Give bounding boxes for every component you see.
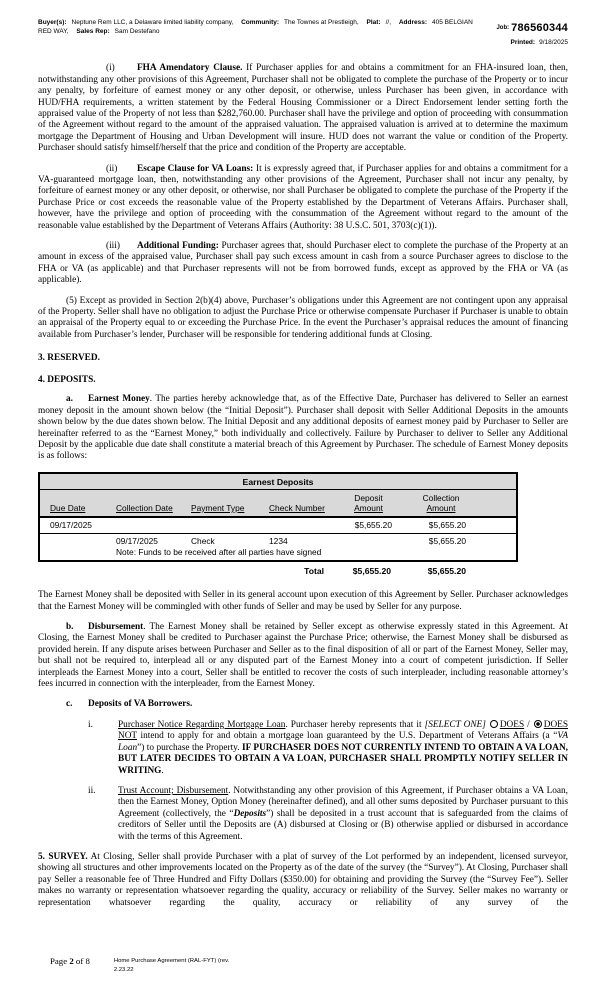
table-title: Earnest Deposits: [39, 473, 517, 490]
cell-deposit-amount: [331, 533, 406, 547]
paragraph-disbursement: [38, 622, 568, 690]
total-label: Total: [304, 566, 324, 577]
va-loan-term: VA Loan: [118, 731, 568, 753]
sales-rep-value: Sam Destefano: [114, 28, 160, 36]
list-item-label: ii.: [88, 785, 96, 796]
list-item-text: ”) to purchase the Property.: [137, 742, 242, 753]
paragraph-escape-clause-va: [38, 164, 568, 232]
plat-label: Plat:: [366, 19, 381, 26]
list-item-trust-account: [88, 785, 568, 843]
earnest-deposits-table: [38, 472, 518, 563]
community-label: Community:: [241, 19, 280, 26]
paragraph-va-borrowers-heading: [38, 699, 568, 710]
option-does-not-label: DOES NOT: [118, 719, 569, 742]
clause-label: (ii): [106, 163, 118, 174]
paragraph-body: (5) Except as provided in Section 2(b)(4) above, Purchaser’s obligations under this Agreement are not contingent upon any appraisal of the Property. Seller shall have no obligation to adjust the Purchase Price or otherwise compensate Purchaser if Purchaser is unable to obtain an appraisal of the Property equal to or exceeding the Purchase Price. In the event the Purchaser’s appraisal reduces the amount of financing available from Purchaser’s lender, Purchaser will be responsible for tendering additional funds at Closing.: [38, 295, 568, 340]
table-title-row: [39, 473, 517, 490]
deposits-term: Deposits: [233, 808, 267, 819]
clause-body: It is expressly agreed that, if Purchaser applies for and obtains a commitment for a VA-guaranteed mortgage loan, then, notwithstanding any other provisions of the Agreement, Purchaser shall not incur any penalty, by forfeiture of earnest money or any other deposit, or otherwise, nor shall Purchaser be obligated to complete the purchase of the Property if the Purchase Price or cost exceeds the reasonable value of the Property established by the Department of Veterans Affairs. Purchaser shall, however, have the privilege and option of proceeding with the consummation of the Agreement without regard to the amount of the reasonable value established by the Department of Veterans Affairs (Authority: 38 U.S.C. 501, 3703(c)(1)).: [38, 163, 568, 231]
list-item-text: . Notwithstanding any other provision of this Agreement, if Purchaser obtains a VA Loan, then the Earnest Money, Option Money (hereinafter defined), and all other sums deposited by Purchaser pursuant to this Agreement (collectively, the “: [118, 785, 568, 819]
paragraph-fha-amendatory-clause: [38, 63, 568, 154]
buyers-label: Buyer(s):: [38, 19, 67, 26]
section-3-reserved-heading: 3. RESERVED.: [38, 353, 100, 364]
page-number: Page 2 of 8: [50, 956, 90, 967]
table-header-row: [39, 489, 517, 517]
cell-check-number: [259, 517, 331, 534]
clause-body: Purchaser agrees that, should Purchaser elect to complete the purchase of the Property at an amount in excess of the appraised value, Purchaser shall pay such excess amount in cash from a source Purchaser agrees to disclose to the FHA or VA (as applicable) and that Purchaser represents will not be from borrowed funds, except as approved by the FHA or VA (as applicable).: [38, 241, 568, 286]
list-item-text: intend to apply for and obtain a mortgage loan guaranteed by the U.S. Department of Veterans Affairs (a “: [136, 731, 558, 742]
buyers-value: Neptune Rem LLC, a Delaware limited liability company,: [71, 19, 234, 26]
clause-title: Escape Clause for VA Loans:: [137, 163, 254, 174]
column-header-due-date: Due Date: [39, 489, 106, 517]
item-title: Disbursement: [88, 622, 144, 633]
item-body: . The Earnest Money shall be retained by Seller except as otherwise expressly stated in this Agreement. At Closing, the Earnest Money shall be credited to Purchaser against the Purchase Price; otherwise, the Earnest Money shall be disbursed as provided herein. If any dispute arises between Purchaser and Seller as to the final disposition of all or part of the Earnest Money, Seller may, but shall not be required to, interplead all or any disputed part of the Earnest Money into a court of competent jurisdiction. If Seller interpleads the Earnest Money into a court, Seller shall be entitled to recover the costs of such interpleader, including reasonable attorney’s fees incurred in connection with the interpleader, from the Earnest Money.: [38, 622, 568, 690]
sales-rep-label: Sales Rep:: [76, 28, 110, 36]
cell-due-date: [39, 533, 106, 547]
section-5-survey-heading: 5. SURVEY.: [38, 851, 88, 862]
item-title: Earnest Money: [88, 394, 150, 405]
item-body: . The parties hereby acknowledge that, as of the Effective Date, Purchaser has delivered to Seller an earnest money deposit in the amount shown below (the “Initial Deposit”). Purchaser shall deposit with Seller Additional Deposits in the amounts shown below by the due dates shown below. The Initial Deposit and any additional deposits of earnest money paid by Purchaser to Seller are hereinafter referred to as the “Earnest Money,” both individually and collectively. Failure by Purchaser to deliver to Seller any Additional Deposit by the applicable due date shall constitute a material breach of this Agreement by Purchaser. The schedule of Earnest Money deposits is as follows:: [38, 394, 568, 462]
clause-title: Additional Funding:: [137, 241, 219, 252]
total-collection-amount: $5,655.20: [427, 566, 466, 577]
cell-collection-date: [106, 517, 181, 534]
item-label: c.: [66, 699, 73, 710]
cell-payment-type: Check: [191, 536, 215, 547]
list-item-label: i.: [88, 719, 93, 730]
document-header: [38, 18, 568, 47]
cell-deposit-amount: $5,655.20: [331, 517, 406, 534]
paragraph-additional-funding: [38, 241, 568, 287]
va-loan-notice-bold: IF PURCHASER DOES NOT CURRENTLY INTEND TO OBTAIN A VA LOAN, BUT LATER DECIDES TO OBTAIN A VA LOAN, PURCHASER SHALL PROMPTLY NOTIFY SELLER IN WRITING: [118, 742, 568, 776]
printed-date: 9/18/2025: [539, 38, 568, 46]
section-4-deposits-heading: 4. DEPOSITS.: [38, 375, 96, 386]
header-job-block: [477, 18, 568, 47]
list-item-text: /: [524, 719, 533, 730]
cell-collection-date: 09/17/2025: [116, 536, 158, 547]
column-header-payment-type: Payment Type: [181, 489, 259, 517]
printed-label: Printed:: [510, 38, 536, 46]
clause-title: FHA Amendatory Clause.: [137, 63, 243, 74]
item-label: b.: [66, 622, 74, 633]
table-row: [39, 533, 517, 547]
paragraph-survey: [38, 852, 568, 909]
page-footer: [50, 956, 229, 974]
list-item-text: .: [161, 765, 164, 776]
cell-collection-amount: $5,655.20: [406, 517, 517, 534]
job-label: Job:: [496, 25, 510, 31]
paragraph-earnest-money-deposit: [38, 590, 568, 613]
table-note: Note: Funds to be received after all parties have signed: [116, 547, 322, 558]
total-deposit-amount: $5,655.20: [352, 566, 391, 577]
header-parties-info: [38, 18, 477, 37]
community-value: The Townes at Prestleigh,: [284, 19, 359, 26]
paragraph-body: The Earnest Money shall be deposited with Seller in its general account upon execution of this Agreement by Seller. Purchaser acknowledges that the Earnest Money will be commingled with other funds of Seller and may be used by Seller for any purpose.: [38, 590, 568, 612]
clause-label: (iii): [106, 241, 120, 252]
column-header-collection-amount: Collection Amount: [406, 489, 517, 517]
option-does-label: DOES: [499, 719, 525, 730]
list-item-title: Trust Account; Disbursement: [118, 785, 229, 796]
radio-does-not-selected-icon[interactable]: [534, 720, 542, 728]
column-header-check-number: Check Number: [259, 489, 331, 517]
list-item-text: ”) shall be deposited in a trust account that is safeguarded from the claims of creditors of Seller until the Deposits are (A) disbursed at Closing or (B) otherwise applied or disbursed in accordance with the terms of this Agreement.: [118, 808, 568, 842]
clause-label: (i): [106, 63, 115, 74]
list-item-purchaser-notice: [88, 719, 569, 777]
paragraph-earnest-money: [38, 394, 568, 462]
section-body: At Closing, Seller shall provide Purchaser with a plat of survey of the Lot performed by an independent, licensed surveyor, showing all structures and other improvements located on the Property as of the date of the survey (the “Survey”). At Closing, Purchaser shall pay Seller a reasonable fee of Three Hundred and Fifty Dollars ($350.00) for obtaining and providing the Survey (the “Survey Fee”). Seller makes no warranty or representation whatsoever regarding the quality, accuracy or reliability of the Survey. Seller makes no warranty or representation whatsoever regarding the quality, accuracy or reliability of any survey of the: [38, 851, 569, 908]
list-item-title: Purchaser Notice Regarding Mortgage Loan: [118, 719, 286, 730]
address-label: Address:: [398, 19, 428, 26]
cell-due-date: 09/17/2025: [39, 517, 106, 534]
address-value: 405 BELGIAN RED WAY,: [38, 19, 473, 36]
job-number: 786560344: [511, 22, 568, 34]
column-header-collection-date: Collection Date: [106, 489, 181, 517]
document-id: Home Purchase Agreement (RAL-FYT) (rev. 2.23.22: [113, 958, 230, 973]
cell-check-number: 1234: [269, 536, 288, 547]
clause-body: If Purchaser applies for and obtains a commitment for an FHA-insured loan, then, notwithstanding any other provisions of this Agreement, Purchaser shall not be obligated to complete the purchase of the Property or to incur any penalty, by forfeiture of earnest money or any other deposit, or otherwise, unless Purchaser has been given, in accordance with HUD/FHA requirements, a written statement by the Federal Housing Commissioner or a Direct Endorsement lender setting forth the appraised value of the Property of not less than $282,760.00. Purchaser shall have the privilege and option of proceeding with consummation of the Agreement without regard to the amount of the appraised valuation. The appraised valuation is arrived at to determine the maximum mortgage the Department of Housing and Urban Development will insure. HUD does not warrant the value or condition of the Property. Purchaser should satisfy himself/herself that the price and condition of the Property are acceptable.: [38, 63, 568, 154]
column-header-deposit-amount: Deposit Amount: [331, 489, 406, 517]
table-row: [39, 517, 517, 534]
item-label: a.: [66, 394, 73, 405]
cell-payment-type: [181, 517, 259, 534]
cell-collection-amount: $5,655.20: [428, 536, 467, 547]
select-one-instruction: [SELECT ONE]: [424, 719, 486, 730]
table-note-row: [39, 547, 517, 561]
paragraph-appraisal-contingency: [38, 296, 568, 342]
list-item-text: . Purchaser hereby represents that it: [285, 719, 425, 730]
item-title: Deposits of VA Borrowers.: [88, 699, 193, 710]
radio-does-unselected-icon[interactable]: [490, 720, 498, 728]
list-item-text: [486, 720, 489, 730]
table-total-row: [38, 562, 516, 576]
plat-value: //,: [385, 19, 392, 26]
